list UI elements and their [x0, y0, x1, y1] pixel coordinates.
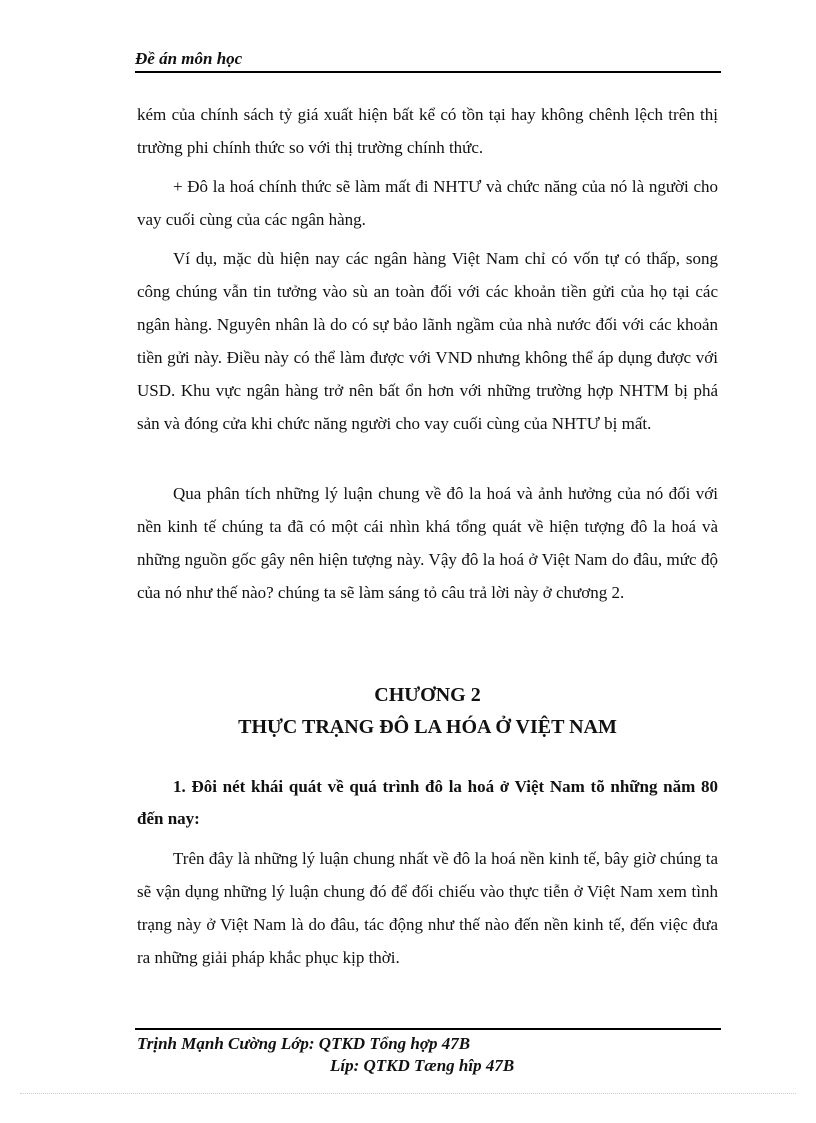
section-paragraph: Trên đây là những lý luận chung nhất về đô la hoá nền kinh tế, bây giờ chúng ta sẽ vận dụng những lý luận chung đó để đối chiếu vào thực tiễn ở Việt Nam xem tình trạng này ở Việt Nam là do đâu, tác động như thế nào đến nền kinh tế, đến việc đưa ra những giải pháp khắc phục kịp thời.	[137, 849, 718, 967]
chapter-number: CHƯƠNG 2	[374, 684, 481, 706]
paragraph-dollarization-effect: + Đô la hoá chính thức sẽ làm mất đi NHTƯ và chức năng của nó là người cho vay cuối cùng của các ngân hàng.	[137, 177, 718, 229]
paragraph-summary: Qua phân tích những lý luận chung về đô la hoá và ảnh hưởng của nó đối với nền kinh tế chúng ta đã có một cái nhìn khá tổng quát về hiện tượng đô la hoá và những nguồn gốc gây nên hiện tượng này. Vậy đô la hoá ở Việt Nam do đâu, mức độ của nó như thế nào? chúng ta sẽ làm sáng tỏ câu trả lời này ở chương 2.	[137, 484, 718, 602]
page-header-title: Đề án môn học	[135, 49, 243, 68]
paragraph-example: Ví dụ, mặc dù hiện nay các ngân hàng Việt Nam chỉ có vốn tự có thấp, song công chúng vẫn tin tưởng vào sù an toàn đối với các khoản tiền gửi của họ tại các ngân hàng. Nguyên nhân là do có sự bảo lãnh ngầm của nhà nước đối với các khoản tiền gửi này. Điều này có thể làm được với VND nhưng không thể áp dụng được với USD. Khu vực ngân hàng trở nên bất ổn hơn với những trường hợp NHTM bị phá sản và đóng cửa khi chức năng người cho vay cuối cùng của NHTƯ bị mất.	[137, 249, 718, 433]
page-edge-divider	[20, 1093, 796, 1094]
chapter-title: THỰC TRẠNG ĐÔ LA HÓA Ở VIỆT NAM	[238, 716, 617, 738]
footer-author-class: Trịnh Mạnh Cường Lớp: QTKD Tổng hợp 47B	[137, 1034, 471, 1053]
footer-rule	[135, 1028, 721, 1030]
paragraph-continuation: kém của chính sách tỷ giá xuất hiện bất kể có tồn tại hay không chênh lệch trên thị trường phi chính thức so với thị trường chính thức.	[137, 105, 718, 157]
section-heading: 1. Đôi nét khái quát về quá trình đô la hoá ở Việt Nam tõ những năm 80 đến nay:	[137, 777, 718, 828]
header-rule	[135, 71, 721, 73]
footer-class-line: Líp: QTKD Tæng hîp 47B	[330, 1056, 515, 1075]
